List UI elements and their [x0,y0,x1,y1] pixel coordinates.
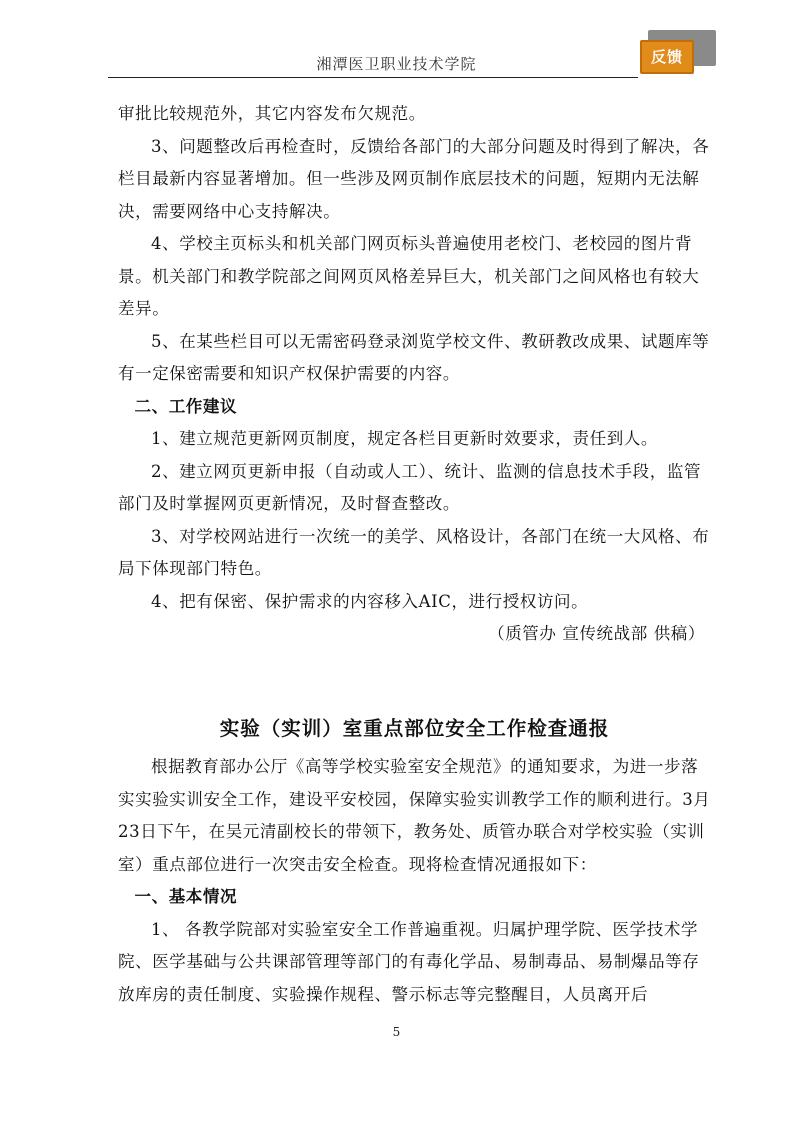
section-gap [118,651,711,713]
paragraph: 2、建立网页更新申报（自动或人工）、统计、监测的信息技术手段，监管部门及时掌握网页更新情况，及时督查整改。 [118,461,702,513]
page-number: 5 [392,1025,401,1039]
notice-title: 实验（实训）室重点部位安全工作检查通报 [219,716,610,740]
section-heading: 一、基本情况 [134,887,238,906]
header-divider [108,77,638,78]
paragraph: 4、学校主页标头和机关部门网页标头普遍使用老校门、老校园的图片背景。机关部门和教学院部之间网页风格差异巨大，机关部门之间风格也有较大差异。 [118,234,700,318]
logo-label: 反馈 [640,40,694,74]
paragraph: 5、在某些栏目可以无需密码登录浏览学校文件、教研教改成果、试题库等有一定保密需要和知识产权保护需要的内容。 [118,331,710,383]
paragraph: 3、问题整改后再检查时，反馈给各部门的大部分问题及时得到了解决，各栏目最新内容显著增加。但一些涉及网页制作底层技术的问题，短期内无法解决，需要网络中心支持解决。 [118,136,710,221]
school-name: 湘潭医卫职业技术学院 [316,55,477,73]
section-heading: 二、工作建议 [134,396,238,416]
paragraph: 3、对学校网站进行一次统一的美学、风格设计，各部门在统一大风格、布局下体现部门特色。 [118,526,710,578]
feedback-logo [640,30,716,76]
document-body [118,98,711,1011]
paragraph: 审批比较规范外，其它内容发布欠规范。 [118,104,426,123]
paragraph: 根据教育部办公厅《高等学校实验室安全规范》的通知要求，为进一步落实实验实训安全工作，建设平安校园，保障实验实训教学工作的顺利进行。3月23日下午，在吴元清副校长的带领下，教务处、质管办联合对学校实验（实训室）重点部位进行一次突击安全检查。现将检查情况通报如下： [118,757,711,874]
paragraph: 1、建立规范更新网页制度，规定各栏目更新时效要求，责任到人。 [151,429,658,448]
paragraph: 4、把有保密、保护需求的内容移入AIC，进行授权访问。 [151,591,589,611]
signature: （质管办 宣传统战部 供稿） [488,624,705,643]
paragraph: 1、 各教学院部对实验室安全工作普遍重视。归属护理学院、医学技术学院、医学基础与公共课部管理等部门的有毒化学品、易制毒品、易制爆品等存放库房的责任制度、实验操作规程、警示标志等完整醒目，人员离开后 [118,919,700,1004]
